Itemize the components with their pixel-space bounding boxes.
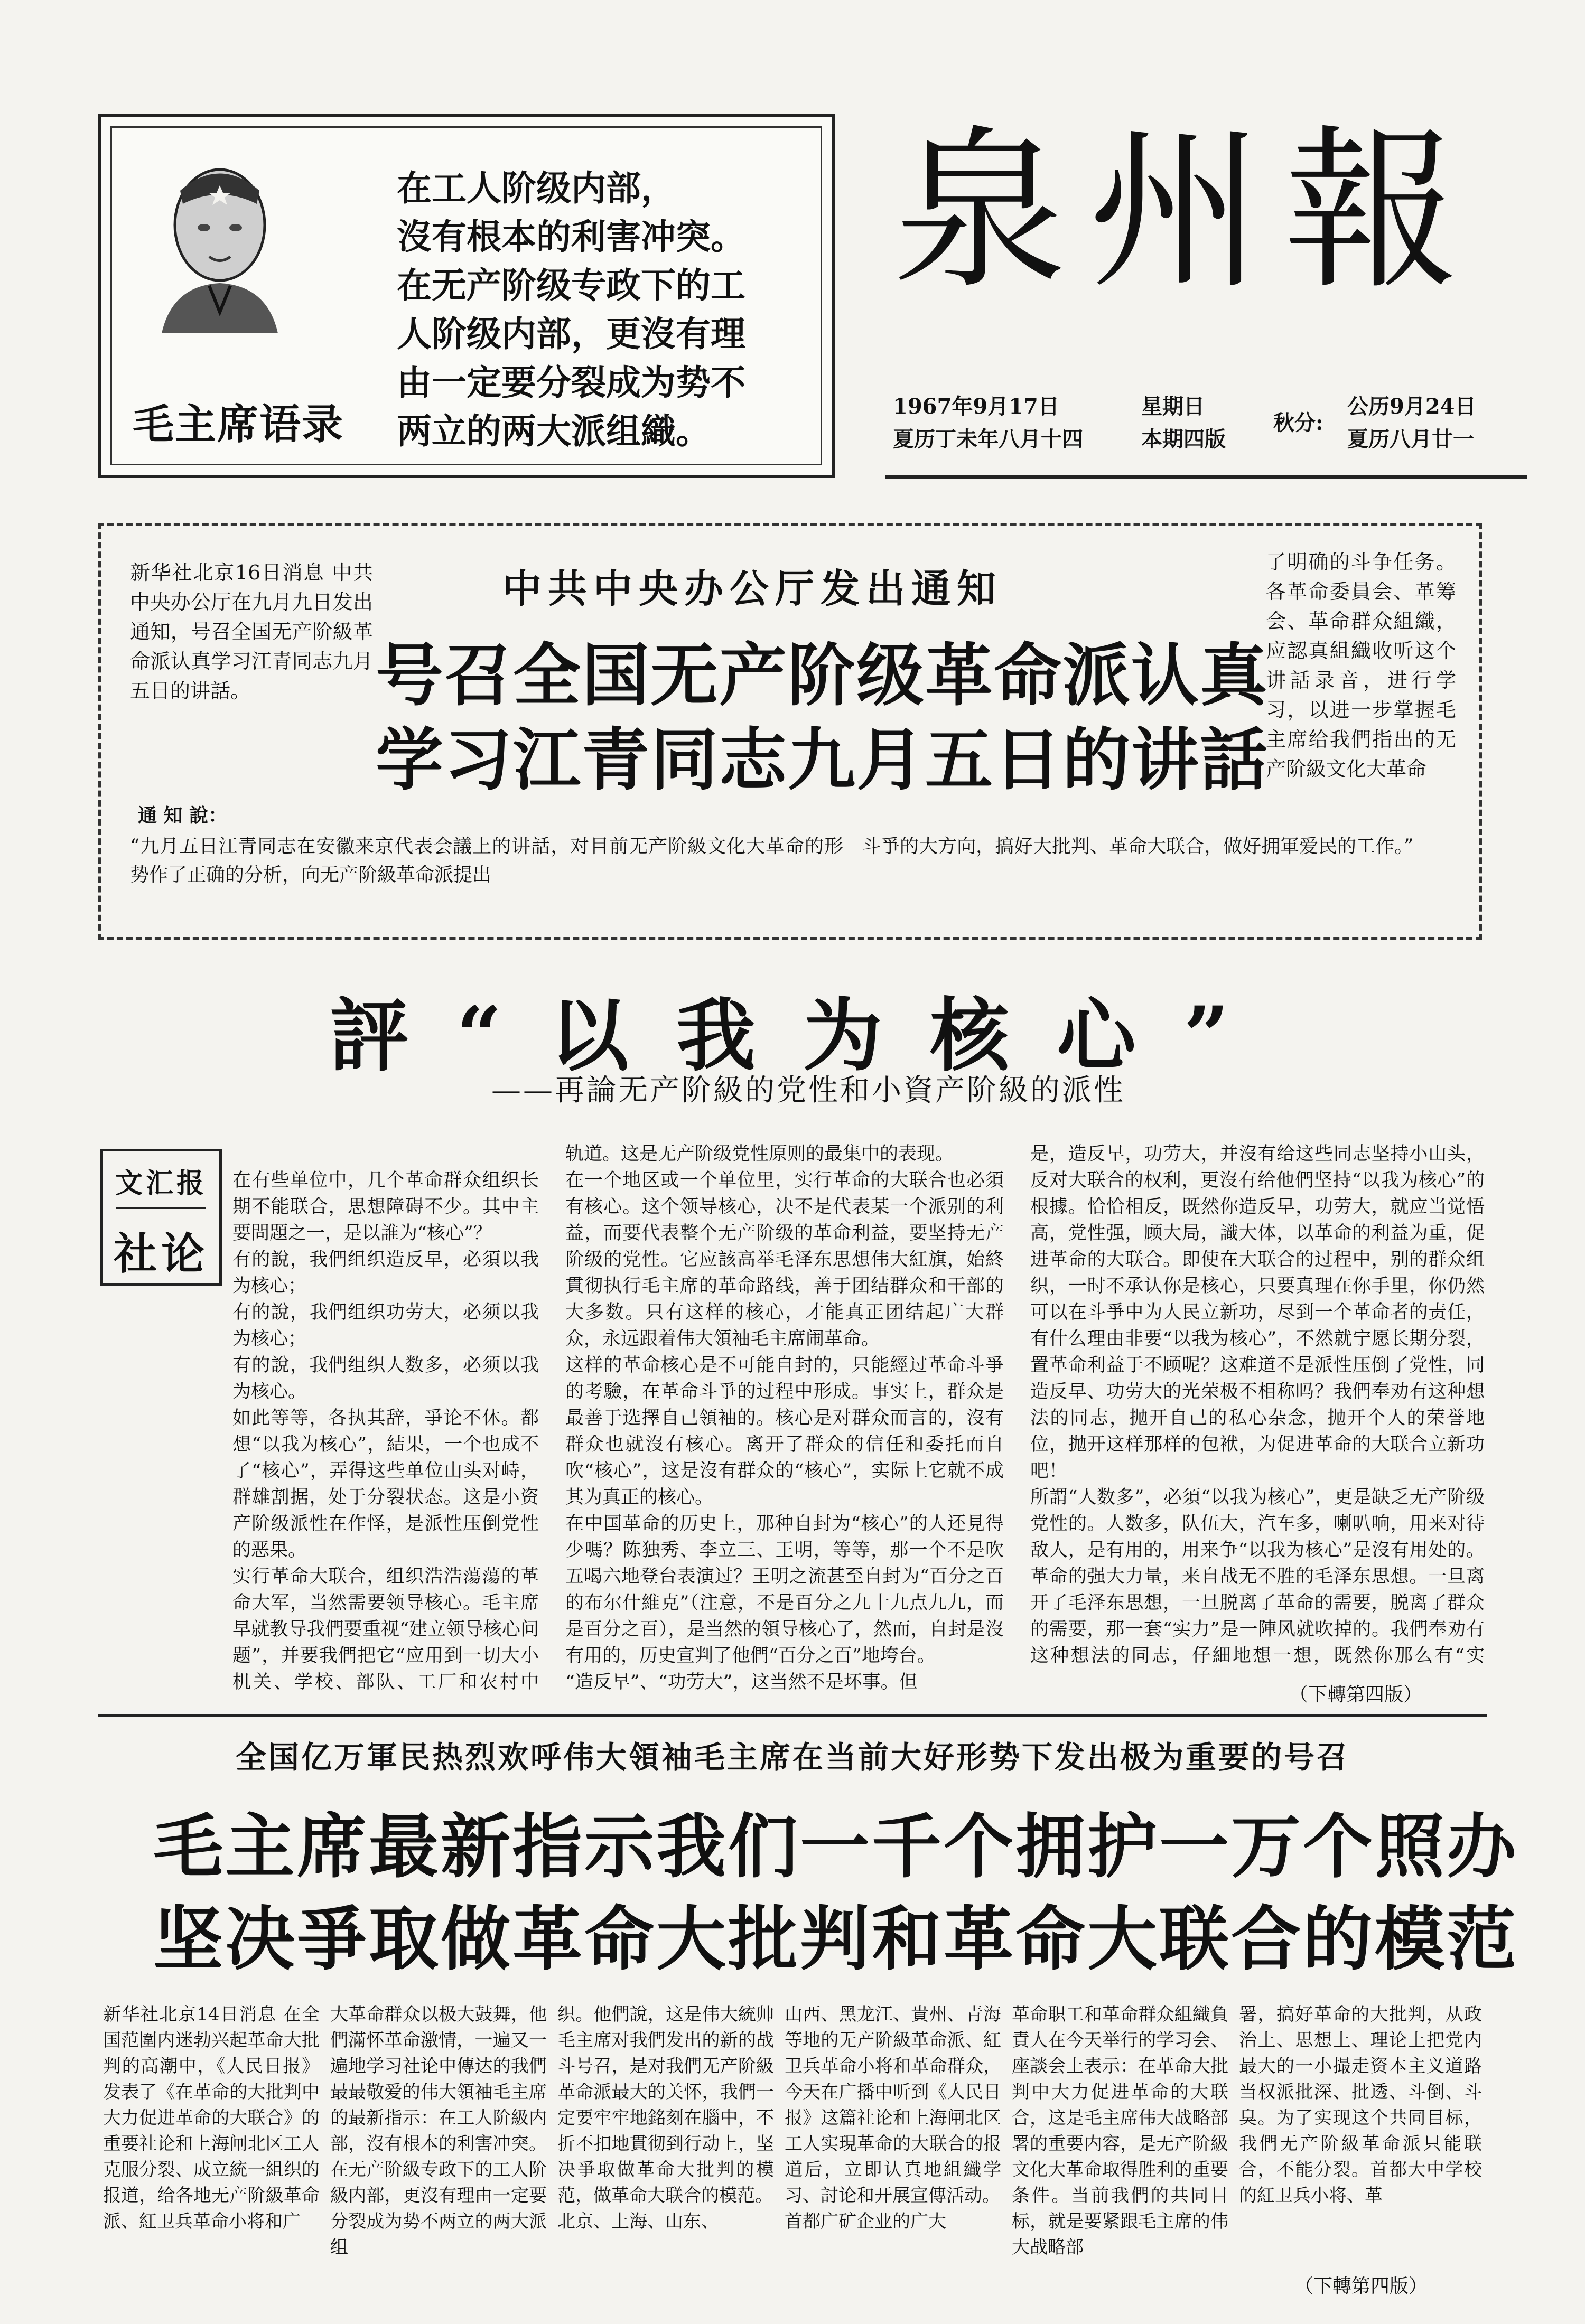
edition-info: 本期四版	[1141, 427, 1226, 452]
issue-date: 1967年9月17日	[893, 394, 1059, 419]
dateline	[893, 391, 1500, 460]
editorial-column-3: 是，造反早，功劳大，并沒有给这些同志坚持小山头，反对大联合的权利，更沒有给他們坚持“以我为核心”的根據。恰恰相反，既然你造反早，功劳大，就应当觉悟高，党性强，顾大局，識大体，以革命的利益为重，促进革命的大联合。即使在大联合的过程中，别的群众组织，一时不承认你是核心，只要真理在你手里，你仍然可以在斗爭中为人民立新功，尽到一个革命者的责任，有什么理由非要“以我为核心”，不然就宁愿长期分裂，置革命利益于不顾呢？这难道不是派性压倒了党性，同造反早、功劳大的光荣极不相称吗？我們奉劝有这种想法的同志，抛开自己的私心杂念，抛开个人的荣誉地位，抛开这样那样的包袱，为促进革命的大联合立新功吧！ 所謂“人数多”，必須“以我为核心”，更是缺乏无产阶级党性的。人数多，队伍大，汽车多，喇叭响，用来对待敌人，是有用的，用来争“以我为核心”是沒有用处的。革命的强大力量，来自战无不胜的毛泽东思想。一旦离开了毛泽东思想，一旦脱离了革命的需要，脱离了群众的需要，那一套“实力”是一陣风就吹掉的。我們奉劝有这种想法的同志，仔細地想一想，既然你那么有“实	[1030, 1144, 1485, 1666]
quotation-label: 毛主席语录	[133, 401, 344, 448]
notice-headline-2: 学习江青同志九月五日的讲話	[376, 721, 1269, 800]
editorial-subtitle: ——再論无产阶級的党性和小資产阶級的派性	[491, 1073, 1125, 1108]
main-story-continued: （下轉第四版）	[1294, 2275, 1428, 2297]
badge-editorial: 社论	[113, 1229, 209, 1279]
autumn-equinox-gregorian: 公历9月24日	[1347, 394, 1476, 419]
notice-box	[98, 523, 1482, 940]
main-column-1: 新华社北京14日消息 在全国范圍内迷勃兴起革命大批判的高潮中，《人民日报》发表了《在革命的大批判中大力促进革命的大联合》的重要社论和上海闸北区工人克服分裂、成立統一組织的报道，给各地无产阶級革命派、紅卫兵革命小将和广	[103, 2004, 320, 2232]
editorial-column-1-text: 在有些单位中，几个革命群众组织长期不能联合，思想障碍不少。其中主要問題之一，是以誰为“核心”？ 有的說，我們组织造反早，必須以我为核心； 有的說，我們组织功劳大，必须以我为核心； 有的說，我們组织人数多，必须以我为核心。 如此等等，各执其辞，爭论不休。都想“以我为核心”，結果，一个也成不了“核心”，弄得这些单位山头对峙，群雄割据，处于分裂状态。这是小资产阶级派性在作怪，是派性压倒党性的恶果。 实行革命大联合，组织浩浩蕩蕩的革命大军，当然需要领导核心。毛主席早就教导我們要重视“建立领导核心问题”，并要我們把它“应用到一切大小机关、学校、部队、工厂和农村中	[232, 1170, 539, 1693]
notice-right-text: 了明确的斗争任务。各革命委員会、革筹会、革命群众組織，应認真組織收听这个讲話录音，进行学习，以进一步掌握毛主席给我們指出的无产阶級文化大革命	[1266, 550, 1456, 781]
notice-quote-part-2: 斗爭的大方向，搞好大批判、革命大联合，做好拥軍爱民的工作。”	[862, 836, 1414, 857]
notice-headline-1: 号召全国无产阶级革命派认真	[376, 636, 1269, 715]
main-column-5: 革命职工和革命群众組織負責人在今天举行的学习会、座談会上表示：在革命大批判中大力促进革命的大联合，这是毛主席伟大战略部署的重要内容，是无产阶級文化大革命取得胜利的重要条件。当前我們的共同目标，就是要紧跟毛主席的伟大战略部	[1012, 2004, 1228, 2258]
notice-dateline-text: 新华社北京16日消息 中共中央办公厅在九月九日发出通知，号召全国无产阶級革命派认真学习江青同志九月五日的讲話。	[130, 561, 373, 702]
main-headline-2: 坚决爭取做革命大批判和革命大联合的模范	[153, 1899, 1518, 1980]
notice-quote-part-1: “九月五日江青同志在安徽来京代表会議上的讲話，对目前无产阶級文化大革命的形势作了正确的分析，向无产阶級革命派提出	[130, 836, 843, 886]
autumn-equinox-lunar: 夏历八月廿一	[1347, 427, 1474, 452]
main-column-2: 大革命群众以极大鼓舞，他們滿怀革命激情，一遍又一遍地学习社论中傳达的我們最最敬爱的伟大領袖毛主席的最新指示：在工人阶級内部，沒有根本的利害冲突。在无产阶級专政下的工人阶級内部，更沒有理由一定要分裂成为势不两立的两大派组	[330, 2004, 547, 2258]
main-column-4: 山西、黑龙江、貴州、青海等地的无产阶級革命派、紅卫兵革命小将和革命群众，今天在广播中听到《人民日报》这篇社论和上海闸北区工人实現革命的大联合的报道后，立即认真地組織学习、討论和开展宣傳活动。 首都广矿企业的广大	[785, 2004, 1001, 2232]
lunar-date: 夏历丁未年八月十四	[893, 427, 1083, 452]
quotation-box	[98, 114, 835, 478]
notice-says-label: 通 知 說：	[138, 804, 228, 827]
main-story-kicker: 全国亿万軍民热烈欢呼伟大領袖毛主席在当前大好形势下发出极为重要的号召	[235, 1739, 1349, 1775]
newspaper-masthead: 泉州報	[893, 110, 1479, 313]
chairman-portrait-icon	[151, 154, 288, 333]
editorial-title: 評“以我为核心”	[329, 989, 1277, 1082]
quotation-text: 在工人阶级内部， 沒有根本的利害冲突。 在无产阶级专政下的工 人阶级内部，更沒有理 由一定要分裂成为势不 两立的两大派组織。	[397, 168, 745, 452]
masthead-rule	[885, 475, 1527, 479]
main-column-6: 署，搞好革命的大批判，从政治上、思想上、理论上把党内最大的一小撮走资本主义道路当权派批深、批透、斗倒、斗臭。为了实现这个共同目标，我們无产阶級革命派只能联合，不能分裂。首都大中学校的紅卫兵小将、革	[1239, 2004, 1482, 2206]
main-headline-1: 毛主席最新指示我们一千个拥护一万个照办	[153, 1806, 1518, 1888]
notice-kicker: 中共中央办公厅发出通知	[502, 566, 1002, 612]
editorial-column-1	[100, 1141, 539, 1693]
editorial-continued: （下轉第四版）	[1289, 1684, 1423, 1705]
editorial-column-2: 轨道。这是无产阶级党性原则的最集中的表现。 在一个地区或一个单位里，实行革命的大联合也必須有核心。这个领导核心，决不是代表某一个派别的利益，而要代表整个无产阶级的革命利益，要坚持无产阶级的党性。它应該高举毛泽东思想伟大紅旗，始終貫彻执行毛主席的革命路线，善于团结群众和干部的大多数。只有这样的核心，才能真正团结起广大群众，永远跟着伟大領袖毛主席闹革命。 这样的革命核心是不可能自封的，只能經过革命斗爭的考驗，在革命斗爭的过程中形成。事实上，群众是最善于选擇自己領袖的。核心是对群众而言的，沒有群众也就沒有核心。离开了群众的信任和委托而自吹“核心”，这是沒有群众的“核心”，实际上它就不成其为真正的核心。 在中国革命的历史上，那种自封为“核心”的人还見得少嗎？陈独秀、李立三、王明，等等，那一个不是吹五喝六地登台表演过？王明之流甚至自封为“百分之百的布尔什維克”（注意，不是百分之九十九点九九，而是百分之百），是当然的領导核心了，然而，自封是沒有用的，历史宣判了他們“百分之百”地垮台。 “造反早”、“功劳大”，这当然不是坏事。但	[565, 1144, 1004, 1693]
weekday: 星期日	[1141, 394, 1205, 419]
main-column-3: 织。他們說，这是伟大統帅毛主席对我們发出的新的战斗号召，是对我們无产阶級革命派最大的关怀，我們一定要牢牢地銘刻在腦中，不折不扣地貫彻到行动上，坚决爭取做革命大批判的模范，做革命大联合的模范。 北京、上海、山东、	[557, 2004, 774, 2232]
badge-publication: 文汇报	[115, 1167, 207, 1200]
autumn-equinox-label: 秋分:	[1273, 410, 1323, 435]
section-divider	[98, 1714, 1487, 1717]
